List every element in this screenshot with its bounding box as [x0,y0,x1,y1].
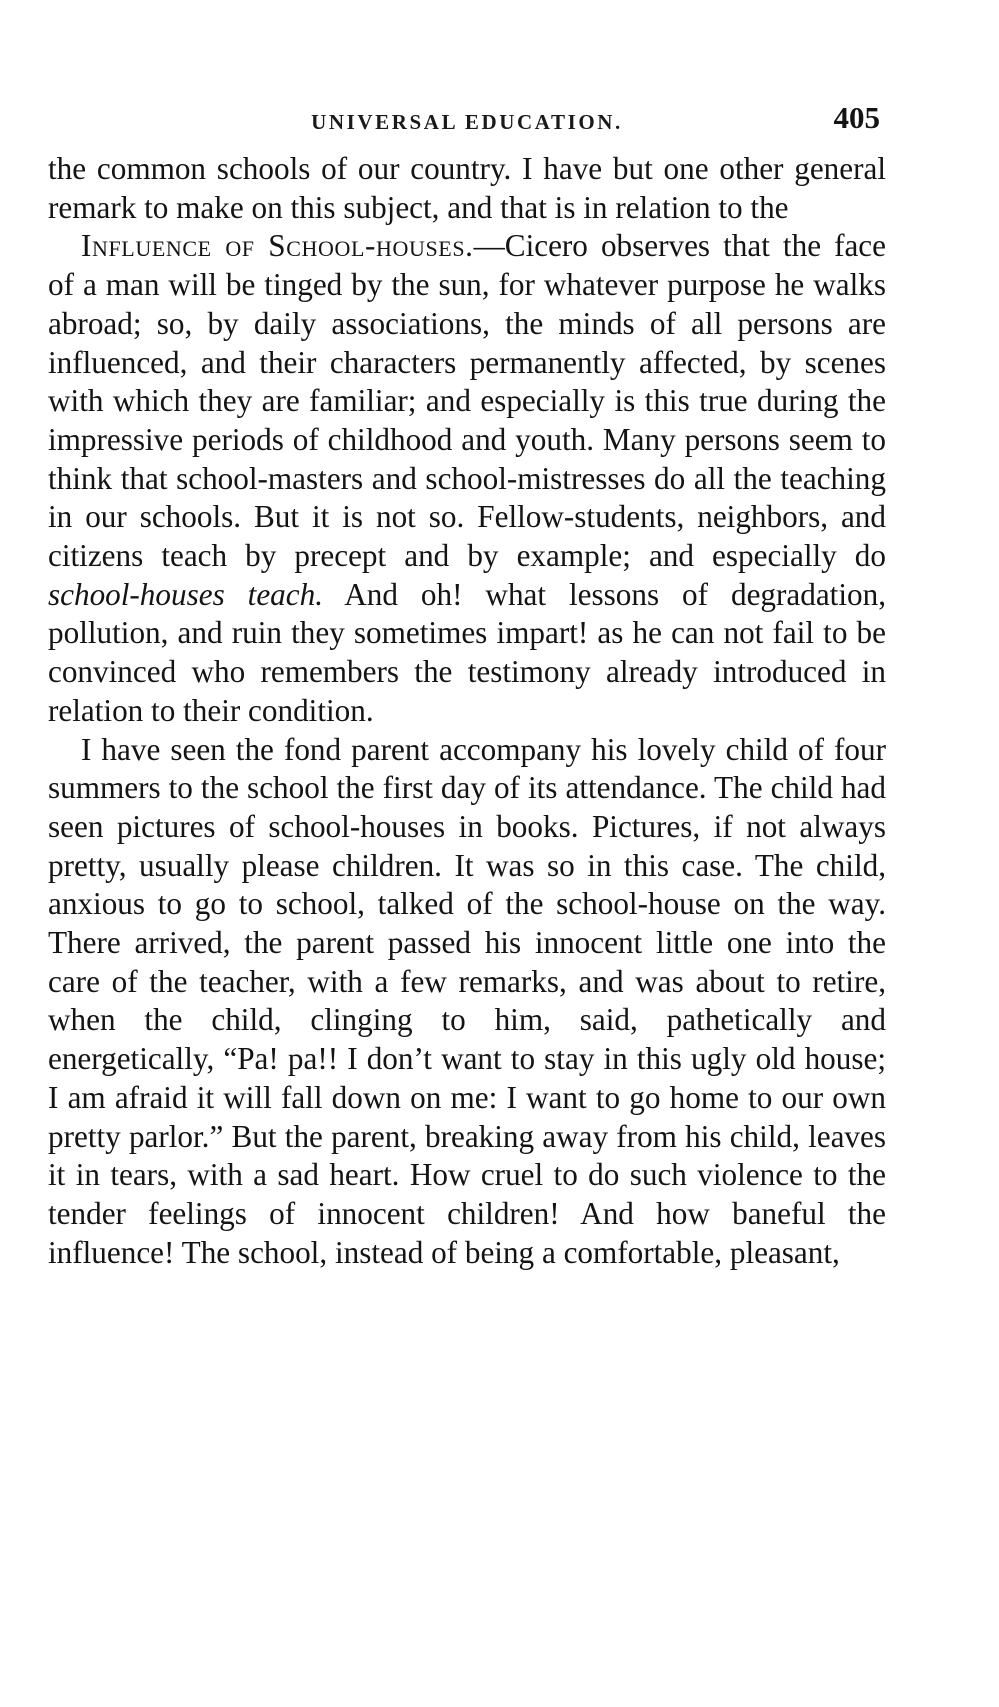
running-head [48,96,886,148]
running-head-title: UNIVERSAL EDUCATION. [311,110,623,134]
paragraph-school-houses [48,227,886,730]
italic-emphasis: school-houses teach. [48,576,323,612]
body-text [48,150,886,1272]
paragraph-anecdote: I have seen the fond parent accompany his lovely child of four summers to the school the first day of its attendance. The child had seen pictures of school-houses in books. Pictures, if not always pretty, usually please children. It was so in this case. The child, anxious to go to school, talked of the school-house on the way. There arrived, the parent passed his innocent little one into the care of the teacher, with a few remarks, and was about to retire, when the child, clinging to him, said, pathetically and energetically, “Pa! pa!! I don’t want to stay in this ugly old house; I am afraid it will fall down on me: I want to go home to our own pretty parlor.” But the parent, breaking away from his child, leaves it in tears, with a sad heart. How cruel to do such violence to the tender feelings of innocent children! And how baneful the influence! The school, instead of being a comfortable, pleasant, [48,731,886,1270]
paragraph-text: —Cicero observes that the face of a man will be tinged by the sun, for whatever purpose he walks abroad; so, by daily associations, the minds of all persons are influenced, and their characters permanently affected, by scenes with which they are familiar; and especially is this true during the impressive periods of childhood and youth. Many persons seem to think that school-masters and school-mistresses do all the teaching in our schools. But it is not so. Fellow-students, neighbors, and citizens teach by precept and by example; and especially do [48,228,886,574]
paragraph-continuation: the common schools of our country. I have but one other general remark to make on this subject, and that is in relation to the [48,151,886,225]
paragraph-text: And oh! what lessons of degradation, pollution, and ruin they sometimes impart! as he can not fail to be convinced who remembers the testimony already introduced in relation to their condition. [48,576,886,728]
page-number: 405 [833,100,880,135]
section-heading: Influence of School-houses. [81,228,474,264]
